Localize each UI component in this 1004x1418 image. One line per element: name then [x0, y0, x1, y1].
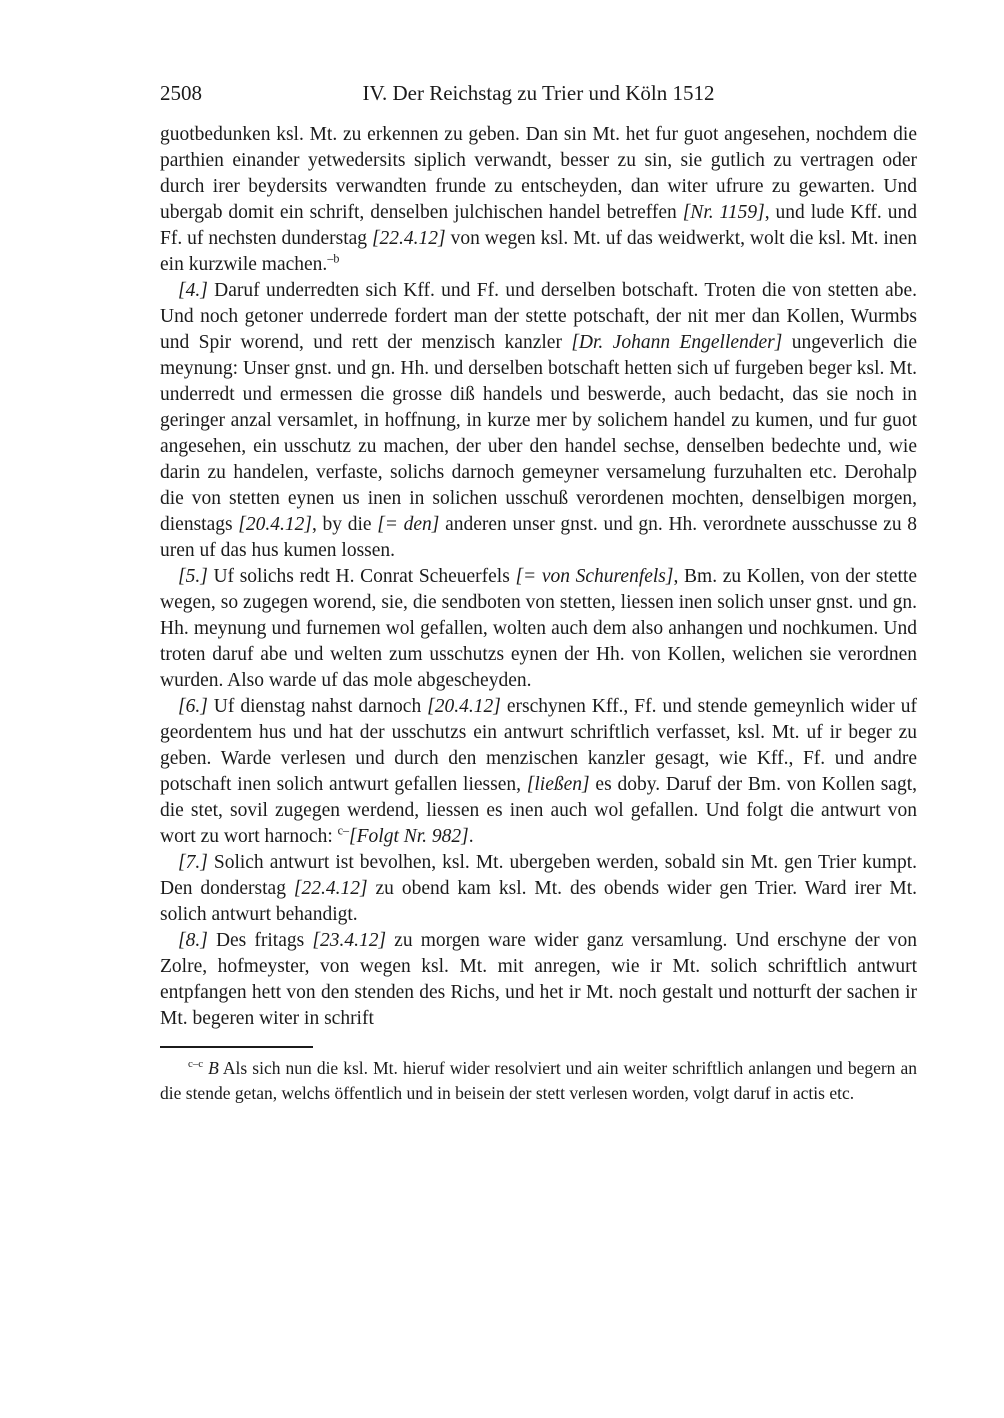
italic-run: [5.]: [178, 566, 208, 587]
italic-run: [22.4.12]: [293, 878, 368, 899]
text-block: [160, 80, 917, 1106]
page-header: [160, 80, 917, 106]
text-run: zu obend kam ksl. Mt. des obends wider gen Trier. Ward irer Mt. solich antwurt behandigt.: [160, 878, 917, 925]
paragraph: [160, 694, 917, 850]
italic-run: [Nr. 1159]: [682, 202, 765, 223]
italic-run: [Folgt Nr. 982]: [349, 826, 469, 847]
running-head: IV. Der Reichstag zu Trier und Köln 1512: [362, 81, 715, 105]
italic-run: [20.4.12]: [238, 514, 312, 535]
text-run: Daruf underredten sich Kff. und Ff. und derselben botschaft. Troten die von stetten abe. Und noch getoner underrede fordert man der stette potschaft, der nit mer dan Kollen, Wurmbs und Spir worend, und rett der menzisch kanzler: [160, 280, 917, 353]
text-run: anderen unser gnst. und gn. Hh. verordnete ausschusse zu 8 uren uf das hus kumen lossen.: [160, 514, 918, 561]
italic-run: [6.]: [178, 696, 208, 717]
italic-run: [= von Schurenfels]: [515, 566, 674, 587]
text-run: von wegen ksl. Mt. uf das weidwerkt, wolt die ksl. Mt. inen ein kurzwile machen.: [160, 228, 917, 275]
note-marker: c–: [337, 823, 350, 838]
paragraph: [160, 278, 917, 564]
note-marker: c–c: [188, 1058, 204, 1071]
italic-run: [20.4.12]: [427, 696, 501, 717]
footnote-rule: [160, 1046, 313, 1048]
footnote: [160, 1046, 917, 1106]
text-run: , Bm. zu Kollen, von der stette wegen, so zugegen worend, sie, die sendboten von stetten, liessen inen solich unser gnst. und gn. Hh. meynung und furnemen wol gefallen, wolten auch dem also anhangen und nochkumen. Und troten daruf abe und welten zum usschutzs eynen der Hh. von Kollen, welichen sie verordnen wurden. Also warde uf das mole abgescheyden.: [160, 566, 917, 691]
italic-run: [7.]: [178, 852, 208, 873]
text-run: Uf dienstag nahst darnoch: [207, 696, 428, 717]
italic-run: B: [208, 1058, 219, 1078]
paragraph: [160, 564, 917, 694]
text-run: zu morgen ware wider ganz versamlung. Und erschyne der von Zolre, hofmeyster, von wegen ksl. Mt. mit anregen, wie ir Mt. solich schriftlich antwurt entpfangen hett von den stenden des Richs, und het ir Mt. noch gestalt und notturft der sachen ir Mt. begeren witer in schrift: [160, 930, 917, 1029]
text-run: Solich antwurt ist bevolhen, ksl. Mt. ubergeben werden, sobald sin Mt. gen Trier kumpt. Den donderstag: [160, 852, 917, 899]
italic-run: [8.]: [178, 930, 208, 951]
text-run: guotbedunken ksl. Mt. zu erkennen zu geben. Dan sin Mt. het fur guot angesehen, nochdem die parthien einander yetwedersits siplich verwandt, besser zu sin, sie gutlich zu vertragen oder durch irer beydersits verwandten frunde zu entscheyden, dan witer ufrure zu gewarten. Und ubergab domit ein schrift, denselben julchischen handel betreffen: [160, 124, 917, 223]
text-run: ungeverlich die meynung: Unser gnst. und gn. Hh. und derselben botschaft hetten sich uf furgeben beger ksl. Mt. underredt und ermessen die grosse diß handels und beswerde, auch bedacht, das sie noch in geringer anzal versamlet, in hoffnung, in kurze mer by solichem handel zu kumen, und fur guot angesehen, ein usschutz zu machen, der uber den handel sechse, denselben bedechte und, wie darin zu handelen, verfaste, solichs darnoch gemeyner versamelung furzuhalten etc. Derohalp die von stetten eynen us inen in solichen usschuß verordenen mochten, denselbigen morgen, dienstags: [160, 332, 917, 535]
paragraph: [160, 928, 917, 1032]
text-run: erschynen Kff., Ff. und stende gemeynlich wider uf geordentem hus und hat der usschutzs ein antwurt schriftlich verfasset, ksl. Mt. uf ir beger zu geben. Warde verlesen und durch den menzischen kanzler gesagt, wie Kff., Ff. und andre potschaft inen solich antwurt gefallen liessen,: [160, 696, 917, 795]
italic-run: [23.4.12]: [312, 930, 387, 951]
italic-run: [22.4.12]: [371, 228, 446, 249]
paragraph: [160, 122, 917, 278]
text-run: , by die: [311, 514, 378, 535]
page-number: 2508: [160, 81, 202, 105]
footnote-text: [160, 1056, 917, 1106]
italic-run: [= den]: [377, 514, 440, 535]
body-text: [160, 122, 917, 1032]
paragraph: [160, 850, 917, 928]
italic-run: [ließen]: [526, 774, 590, 795]
text-run: Des fritags: [207, 930, 313, 951]
note-marker: –b: [327, 251, 340, 266]
text-run: , und lude Kff. und Ff. uf nechsten dunderstag: [160, 202, 917, 249]
text-run: Uf solichs redt H. Conrat Scheuerfels: [207, 566, 516, 587]
italic-run: [Dr. Johann Engellender]: [571, 332, 783, 353]
text-run: Als sich nun die ksl. Mt. hieruf wider resolviert und ain weiter schriftlich anlangen und begern an die stende getan, welchs öffentlich und in beisein der stett verlesen worden, volgt daruf in actis etc.: [160, 1058, 918, 1103]
text-run: .: [468, 826, 474, 847]
italic-run: [4.]: [178, 280, 208, 301]
text-run: es doby. Daruf der Bm. von Kollen sagt, die stet, sovil zugegen werdend, liessen es inen auch wol gefallen. Und folgt die antwurt von wort zu wort harnoch:: [160, 774, 917, 847]
